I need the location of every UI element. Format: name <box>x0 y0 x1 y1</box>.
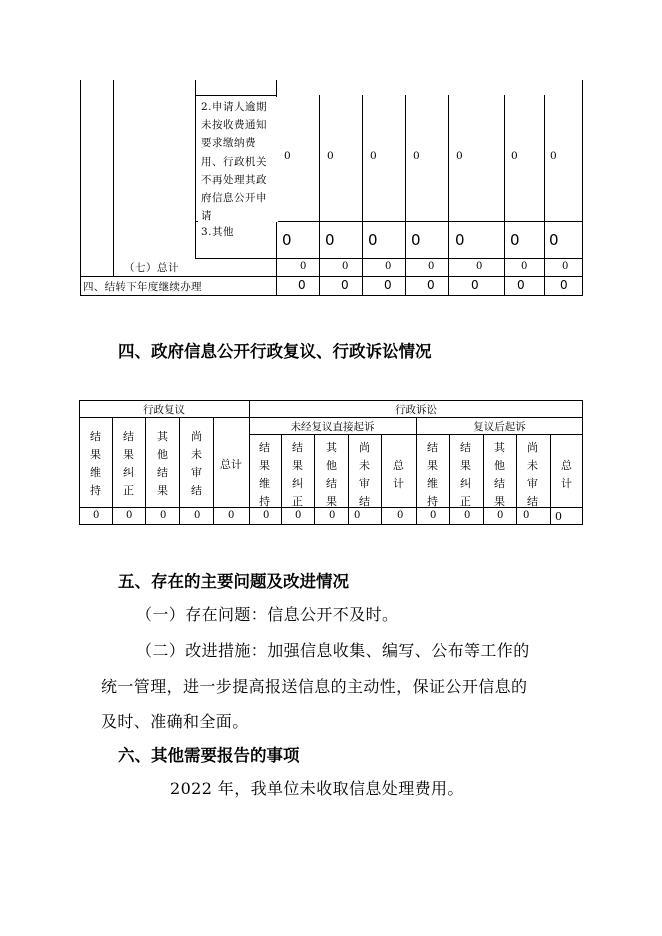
cell-value: 0 <box>327 150 334 162</box>
col-maintain: 结果维持 <box>259 441 270 508</box>
cell-value: 0 <box>93 510 100 521</box>
cell-value: 0 <box>282 231 292 249</box>
cell-value: 0 <box>430 510 437 521</box>
cell-value: 0 <box>284 150 291 162</box>
row-fee-values <box>80 150 584 170</box>
row-total-values <box>80 261 584 275</box>
cell-value: 0 <box>295 510 302 521</box>
header-admin-review: 行政复议 <box>143 404 185 416</box>
cell-value: 0 <box>263 510 270 521</box>
cell-value: 0 <box>126 510 133 521</box>
cell-value: 0 <box>517 278 525 292</box>
cell-value: 0 <box>298 278 306 292</box>
row-other-values <box>80 231 584 251</box>
cell-value: 0 <box>560 278 568 292</box>
cell-value: 0 <box>521 261 528 272</box>
col-total: 总计 <box>393 459 404 490</box>
cell-value: 0 <box>510 231 520 249</box>
measure-line-2: 统一管理，进一步提高报送信息的主动性，保证公开信息的 <box>101 677 528 696</box>
cell-value: 0 <box>550 150 557 162</box>
cell-value: 0 <box>354 510 361 521</box>
cell-value: 0 <box>228 510 235 521</box>
col-total: 总计 <box>561 459 572 490</box>
row-fee-label-text: 2.申请人逾期未按收费通知要求缴纳费用、行政机关不再处理其政府信息公开申请 <box>201 101 268 223</box>
cell-value: 0 <box>413 150 420 162</box>
measure-line-1: （二）改进措施：加强信息收集、编写、公布等工作的 <box>136 641 530 660</box>
review-litigation-table <box>79 400 583 526</box>
cell-value: 0 <box>511 150 518 162</box>
header-direct-suit: 未经复议直接起诉 <box>290 421 375 433</box>
cell-value: 0 <box>455 231 465 249</box>
cell-value: 0 <box>562 261 569 272</box>
col-maintain: 结果维持 <box>90 430 101 497</box>
header-after-review: 复议后起诉 <box>473 421 526 433</box>
review-values-row <box>79 510 583 524</box>
header-admin-litigation: 行政诉讼 <box>395 404 437 416</box>
row-total-label: （七）总计 <box>124 262 179 274</box>
cell-value: 0 <box>523 510 530 521</box>
cell-value: 0 <box>341 278 349 292</box>
problem-text: （一）存在问题：信息公开不及时。 <box>136 605 399 624</box>
col-pending: 尚未审结 <box>191 430 202 497</box>
col-pending: 尚未审结 <box>359 441 370 508</box>
cell-value: 0 <box>555 510 562 523</box>
cell-value: 0 <box>385 261 392 272</box>
section6-body: 2022 年，我单位未收取信息处理费用。 <box>170 779 464 798</box>
cell-value: 0 <box>428 261 435 272</box>
cell-value: 0 <box>456 150 463 162</box>
cell-value: 0 <box>397 510 404 521</box>
cell-value: 0 <box>471 278 479 292</box>
cell-value: 0 <box>300 261 307 272</box>
section6-title: 六、其他需要报告的事项 <box>118 746 300 765</box>
cell-value: 0 <box>325 231 335 249</box>
cell-value: 0 <box>384 278 392 292</box>
cell-value: 0 <box>194 510 201 521</box>
col-other: 其他结果 <box>494 441 505 508</box>
section5-title: 五、存在的主要问题及改进情况 <box>118 572 349 591</box>
col-total: 总计 <box>220 458 242 471</box>
cell-value: 0 <box>464 510 471 521</box>
cell-value: 0 <box>476 261 483 272</box>
row-carry-label: 四、结转下年度继续办理 <box>83 281 202 293</box>
cell-value: 0 <box>411 231 421 249</box>
cell-value: 0 <box>329 510 336 521</box>
cell-value: 0 <box>370 150 377 162</box>
cell-value: 0 <box>342 261 349 272</box>
col-pending: 尚未审结 <box>527 441 538 508</box>
row-other-label: 3.其他 <box>201 226 235 238</box>
col-other: 其他结果 <box>157 430 168 497</box>
measure-line-3: 及时、准确和全面。 <box>101 712 249 731</box>
col-correct: 结果纠正 <box>292 441 303 508</box>
cell-value: 0 <box>368 231 378 249</box>
cell-value: 0 <box>427 278 435 292</box>
cell-value: 0 <box>160 510 167 521</box>
col-other: 其他结果 <box>326 441 337 508</box>
col-correct: 结果纠正 <box>123 430 134 497</box>
section4-title: 四、政府信息公开行政复议、行政诉讼情况 <box>118 342 432 361</box>
col-correct: 结果纠正 <box>460 441 471 508</box>
row-carry-values <box>80 278 584 294</box>
cell-value: 0 <box>497 510 504 521</box>
cell-value: 0 <box>549 231 559 249</box>
col-maintain: 结果维持 <box>427 441 438 508</box>
